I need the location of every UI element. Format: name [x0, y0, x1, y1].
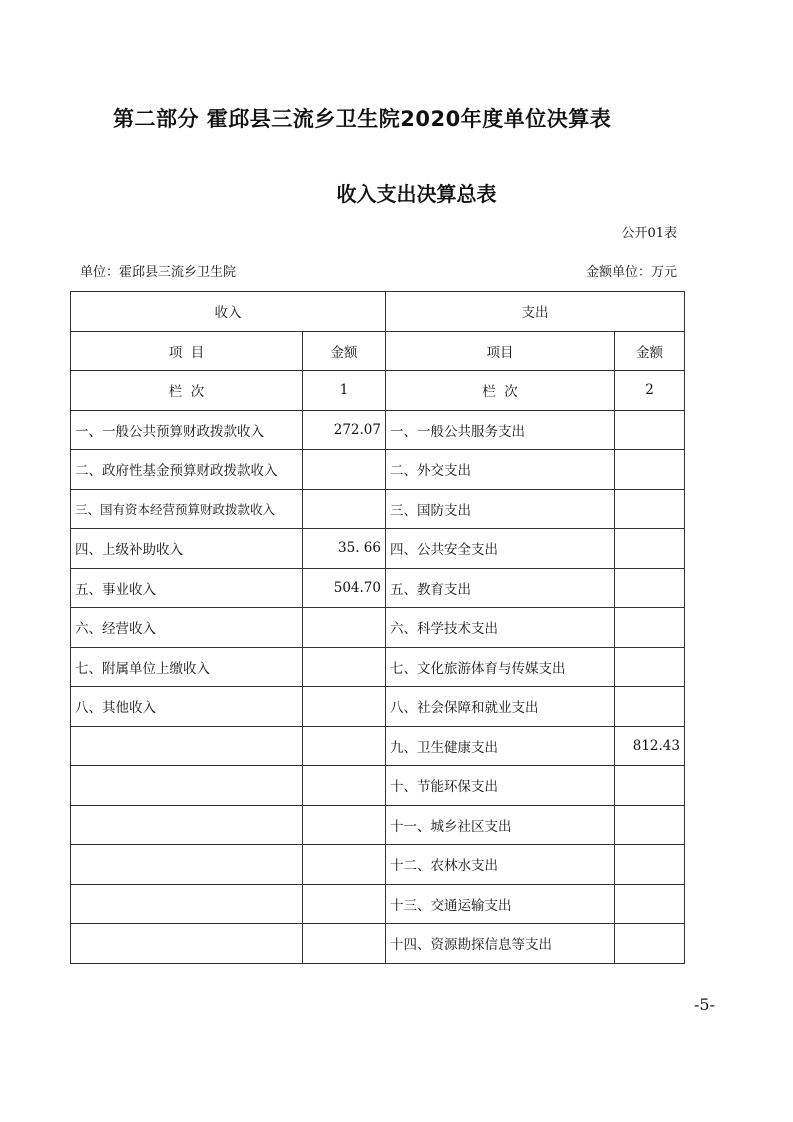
table-row: [71, 529, 685, 569]
table-row: [71, 608, 685, 648]
expense-item-header: 项目: [386, 331, 615, 371]
table-row: [71, 924, 685, 964]
income-amount-cell: [303, 647, 386, 687]
expense-amount-cell: [615, 647, 685, 687]
expense-amount-cell: [615, 608, 685, 648]
income-amount-cell: [303, 450, 386, 490]
column-number-row: [71, 371, 685, 411]
col-no-right: 2: [615, 371, 685, 411]
income-item-cell: [71, 766, 303, 806]
expense-amount-cell: [615, 766, 685, 806]
table-row: [71, 687, 685, 727]
income-amount-cell: 272.07: [303, 410, 386, 450]
expense-amount-cell: [615, 845, 685, 885]
expense-amount-cell: [615, 884, 685, 924]
income-amount-header: 金额: [303, 331, 386, 371]
income-amount-cell: 504.70: [303, 568, 386, 608]
col-label-left: 栏 次: [71, 371, 303, 411]
expense-item-cell: 九、卫生健康支出: [386, 726, 615, 766]
income-amount-cell: [303, 608, 386, 648]
expense-header: 支出: [386, 292, 685, 332]
expense-item-cell: 六、科学技术支出: [386, 608, 615, 648]
income-item-cell: 二、政府性基金预算财政拨款收入: [71, 450, 303, 490]
income-item-cell: 八、其他收入: [71, 687, 303, 727]
expense-amount-cell: [615, 687, 685, 727]
income-amount-cell: [303, 884, 386, 924]
expense-item-cell: 三、国防支出: [386, 489, 615, 529]
expense-amount-cell: [615, 568, 685, 608]
income-item-cell: [71, 884, 303, 924]
expense-item-cell: 一、一般公共服务支出: [386, 410, 615, 450]
income-amount-cell: [303, 805, 386, 845]
income-item-cell: 三、国有资本经营预算财政拨款收入: [71, 489, 303, 529]
expense-amount-cell: 812.43: [615, 726, 685, 766]
income-amount-cell: [303, 924, 386, 964]
income-header: 收入: [71, 292, 386, 332]
income-item-cell: 一、一般公共预算财政拨款收入: [71, 410, 303, 450]
expense-item-cell: 十二、农林水支出: [386, 845, 615, 885]
col-label-right: 栏 次: [386, 371, 615, 411]
expense-amount-cell: [615, 450, 685, 490]
income-amount-cell: [303, 687, 386, 727]
income-item-cell: 六、经营收入: [71, 608, 303, 648]
income-item-cell: [71, 726, 303, 766]
page-number: -5-: [694, 995, 715, 1014]
expense-item-cell: 五、教育支出: [386, 568, 615, 608]
income-item-cell: [71, 924, 303, 964]
income-amount-cell: 35. 66: [303, 529, 386, 569]
expense-item-cell: 八、社会保障和就业支出: [386, 687, 615, 727]
table-row: [71, 726, 685, 766]
income-item-cell: [71, 805, 303, 845]
income-amount-cell: [303, 489, 386, 529]
expense-item-cell: 十一、城乡社区支出: [386, 805, 615, 845]
table-row: [71, 805, 685, 845]
income-item-cell: 七、附属单位上缴收入: [71, 647, 303, 687]
table-row: [71, 766, 685, 806]
income-amount-cell: [303, 726, 386, 766]
income-amount-cell: [303, 845, 386, 885]
money-unit: 金额单位：万元: [585, 265, 677, 280]
table-row: [71, 410, 685, 450]
form-number: 公开01表: [621, 226, 677, 241]
column-header-row: [71, 331, 685, 371]
expense-item-cell: 十三、交通运输支出: [386, 884, 615, 924]
table-row: [71, 845, 685, 885]
col-no-left: 1: [303, 371, 386, 411]
table-row: [71, 884, 685, 924]
expense-item-cell: 四、公共安全支出: [386, 529, 615, 569]
table-title: 收入支出决算总表: [336, 182, 497, 206]
table-row: [71, 489, 685, 529]
expense-amount-header: 金额: [615, 331, 685, 371]
table-row: [71, 450, 685, 490]
expense-amount-cell: [615, 489, 685, 529]
income-expense-table: [70, 291, 685, 964]
income-item-header: 项 目: [71, 331, 303, 371]
table-row: [71, 647, 685, 687]
income-amount-cell: [303, 766, 386, 806]
header-row: [71, 292, 685, 332]
income-item-cell: 四、上级补助收入: [71, 529, 303, 569]
table-row: [71, 568, 685, 608]
expense-item-cell: 十四、资源勘探信息等支出: [386, 924, 615, 964]
income-item-cell: [71, 845, 303, 885]
expense-item-cell: 二、外交支出: [386, 450, 615, 490]
unit-label: 单位：霍邱县三流乡卫生院: [80, 265, 237, 280]
page-title: 第二部分 霍邱县三流乡卫生院2020年度单位决算表: [113, 107, 612, 131]
expense-item-cell: 十、节能环保支出: [386, 766, 615, 806]
expense-amount-cell: [615, 805, 685, 845]
expense-amount-cell: [615, 924, 685, 964]
income-item-cell: 五、事业收入: [71, 568, 303, 608]
expense-item-cell: 七、文化旅游体育与传媒支出: [386, 647, 615, 687]
expense-amount-cell: [615, 529, 685, 569]
expense-amount-cell: [615, 410, 685, 450]
